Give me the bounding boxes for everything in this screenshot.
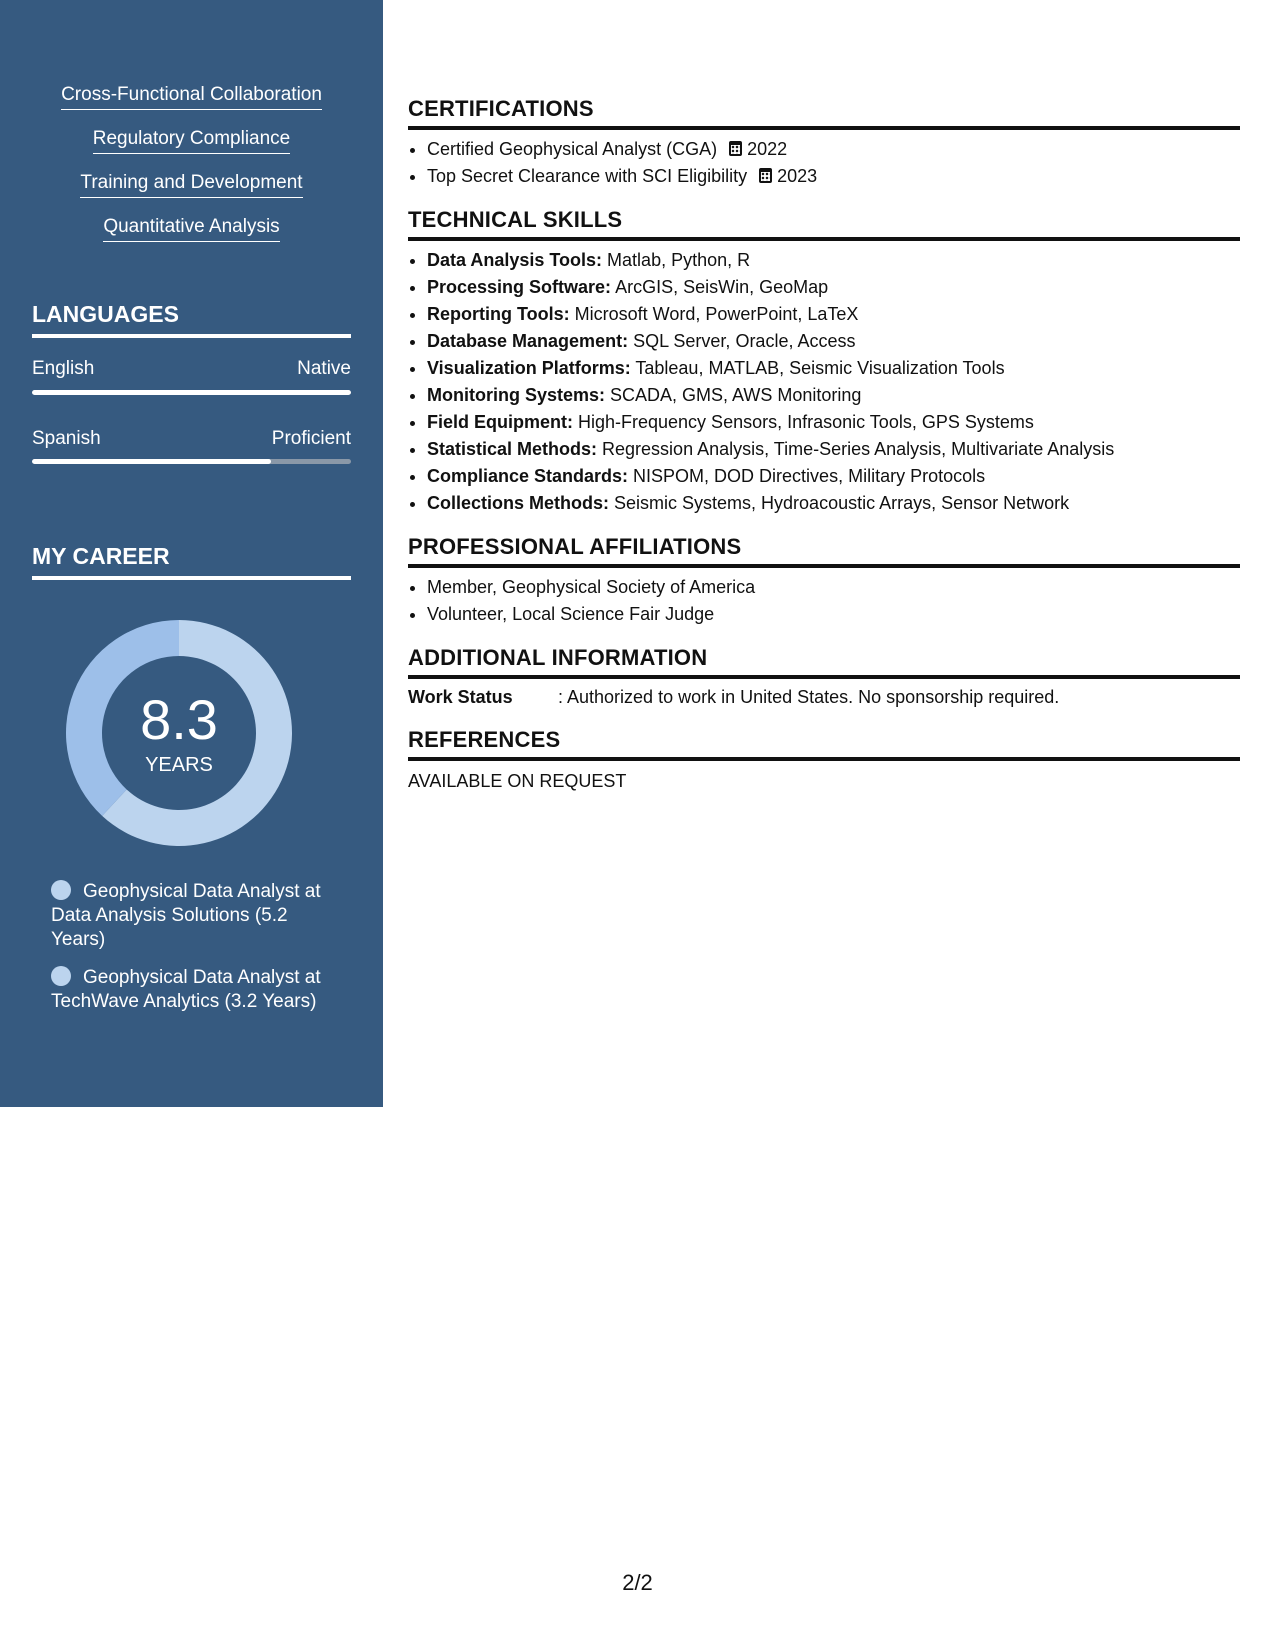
affiliations-list bbox=[408, 574, 1240, 628]
skill-item bbox=[427, 274, 1240, 301]
skill-value: Matlab, Python, R bbox=[602, 250, 751, 270]
skill-value: SCADA, GMS, AWS Monitoring bbox=[605, 385, 862, 405]
work-status-row bbox=[408, 687, 1240, 708]
skill-value: Tableau, MATLAB, Seismic Visualization Tools bbox=[630, 358, 1005, 378]
career-donut bbox=[66, 620, 292, 846]
additional-information-heading: ADDITIONAL INFORMATION bbox=[408, 645, 1240, 679]
skill-item bbox=[427, 328, 1240, 355]
skill-tag: Regulatory Compliance bbox=[93, 128, 291, 154]
career-item-text: Geophysical Data Analyst at TechWave Analytics (3.2 Years) bbox=[51, 967, 321, 1012]
affiliation-item: • Volunteer, Local Science Fair Judge bbox=[427, 601, 1240, 628]
skill-tag: Quantitative Analysis bbox=[103, 216, 279, 242]
skill-label: Statistical Methods: bbox=[427, 439, 598, 459]
references-text: AVAILABLE ON REQUEST bbox=[408, 771, 627, 791]
technical-skills-heading: TECHNICAL SKILLS bbox=[408, 207, 1240, 241]
certifications-heading: CERTIFICATIONS bbox=[408, 96, 1240, 130]
skill-item bbox=[427, 382, 1240, 409]
language-name: Spanish bbox=[32, 428, 101, 449]
certification-name: Top Secret Clearance with SCI Eligibility bbox=[427, 166, 748, 186]
skill-label: Field Equipment: bbox=[427, 412, 573, 432]
certification-year: 2022 bbox=[747, 139, 788, 159]
calendar-icon bbox=[729, 141, 742, 156]
career-total-unit: YEARS bbox=[145, 754, 213, 776]
skill-item bbox=[427, 490, 1240, 517]
skill-item bbox=[427, 247, 1240, 274]
skill-item bbox=[427, 355, 1240, 382]
career-heading: MY CAREER bbox=[32, 543, 351, 580]
career-bullet-icon bbox=[51, 966, 71, 986]
page-number: 2/2 bbox=[622, 1570, 653, 1595]
work-status-label: Work Status bbox=[408, 687, 513, 707]
skill-label: Reporting Tools: bbox=[427, 304, 570, 324]
skill-value: Seismic Systems, Hydroacoustic Arrays, Sensor Network bbox=[609, 493, 1070, 513]
technical-skills-list bbox=[408, 247, 1240, 517]
skill-value: High-Frequency Sensors, Infrasonic Tools, GPS Systems bbox=[573, 412, 1034, 432]
skill-value: Regression Analysis, Time-Series Analysis, Multivariate Analysis bbox=[597, 439, 1115, 459]
calendar-icon bbox=[759, 168, 772, 183]
skill-item bbox=[427, 301, 1240, 328]
skill-tag: Training and Development bbox=[80, 172, 302, 198]
career-item bbox=[51, 966, 331, 1014]
skill-label: Processing Software: bbox=[427, 277, 612, 297]
skills-list bbox=[0, 84, 383, 260]
career-item bbox=[51, 880, 331, 952]
skill-item bbox=[427, 463, 1240, 490]
technical-skills-section bbox=[408, 207, 1240, 517]
certification-year: 2023 bbox=[777, 166, 818, 186]
skill-value: ArcGIS, SeisWin, GeoMap bbox=[611, 277, 829, 297]
sidebar bbox=[0, 0, 383, 1107]
skill-item bbox=[427, 436, 1240, 463]
skill-label: Collections Methods: bbox=[427, 493, 610, 513]
language-bar-fill bbox=[32, 459, 271, 464]
certification-name: Certified Geophysical Analyst (CGA) bbox=[427, 139, 718, 159]
affiliation-item: • Member, Geophysical Society of America bbox=[427, 574, 1240, 601]
language-level: Proficient bbox=[271, 428, 351, 449]
work-status-value: : Authorized to work in United States. No sponsorship required. bbox=[558, 687, 1060, 707]
certification-item bbox=[427, 163, 1240, 190]
skill-value: NISPOM, DOD Directives, Military Protocols bbox=[628, 466, 986, 486]
skill-value: SQL Server, Oracle, Access bbox=[628, 331, 856, 351]
language-row bbox=[32, 358, 351, 380]
language-bar bbox=[32, 390, 351, 395]
certifications-list bbox=[408, 136, 1240, 190]
references-heading: REFERENCES bbox=[408, 727, 1240, 761]
skill-value: Microsoft Word, PowerPoint, LaTeX bbox=[569, 304, 859, 324]
language-bar bbox=[32, 459, 351, 464]
additional-information-section bbox=[408, 645, 1240, 708]
languages-heading: LANGUAGES bbox=[32, 301, 351, 338]
references-section bbox=[408, 727, 1240, 792]
skill-item bbox=[427, 409, 1240, 436]
skill-label: Visualization Platforms: bbox=[427, 358, 631, 378]
skill-label: Compliance Standards: bbox=[427, 466, 629, 486]
career-item-text: Geophysical Data Analyst at Data Analysis Solutions (5.2 Years) bbox=[51, 881, 321, 950]
skill-label: Monitoring Systems: bbox=[427, 385, 606, 405]
certification-item bbox=[427, 136, 1240, 163]
skill-label: Data Analysis Tools: bbox=[427, 250, 603, 270]
skill-tag: Cross-Functional Collaboration bbox=[61, 84, 322, 110]
career-total-years: 8.3 bbox=[140, 688, 218, 751]
affiliations-heading: PROFESSIONAL AFFILIATIONS bbox=[408, 534, 1240, 568]
skill-label: Database Management: bbox=[427, 331, 629, 351]
certifications-section bbox=[408, 96, 1240, 190]
language-bar-fill bbox=[32, 390, 351, 395]
language-name: English bbox=[32, 358, 95, 379]
language-row bbox=[32, 428, 351, 450]
affiliations-section bbox=[408, 534, 1240, 628]
career-bullet-icon bbox=[51, 880, 71, 900]
language-level: Native bbox=[297, 358, 351, 379]
